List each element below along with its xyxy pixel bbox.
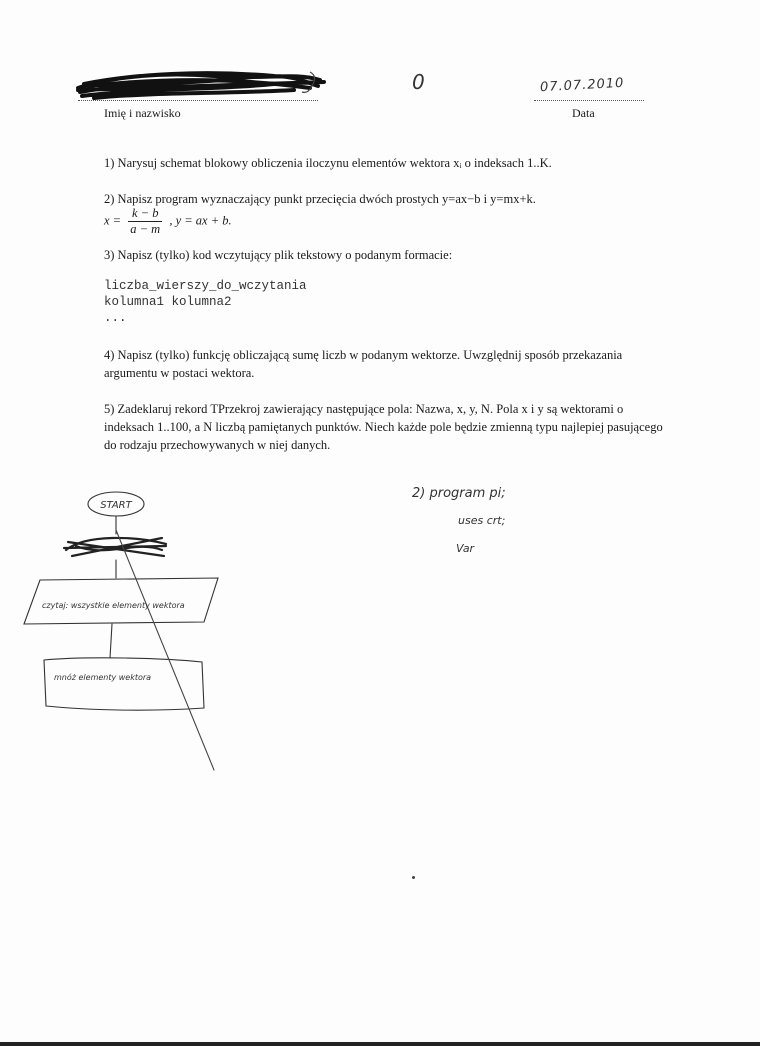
program-note-line1: 2) program pi;	[412, 486, 506, 501]
task-3: 3) Napisz (tylko) kod wczytujący plik tekstowy o podanym formacie:	[104, 248, 453, 262]
strike-line	[116, 530, 214, 770]
read-text: czytaj: wszystkie elementy wektora	[42, 601, 185, 610]
task-4: 4) Napisz (tylko) funkcję obliczającą sumę liczb w podanym wektorze. Uwzględnij sposób przekazania argumentu w postaci wektora.	[104, 348, 623, 380]
grade-mark: 0	[412, 70, 425, 94]
formula-rhs: , y = ax + b.	[169, 213, 232, 228]
code-line: liczba_wierszy_do_wczytania	[104, 279, 307, 293]
multiply-text: mnóż elementy wektora	[54, 673, 152, 682]
stray-dot	[412, 876, 415, 879]
handwritten-flowchart	[16, 480, 256, 780]
date-dotted-line	[534, 100, 644, 101]
scan-bottom-edge	[0, 1042, 760, 1046]
name-dotted-line	[78, 100, 318, 101]
scribbled-block	[64, 538, 166, 556]
date-label: Data	[572, 106, 595, 120]
start-text: START	[100, 500, 132, 511]
name-label: Imię i nazwisko	[104, 106, 181, 120]
task-1: 1) Narysuj schemat blokowy obliczenia iloczynu elementów wektora xᵢ o indeksach 1..K.	[104, 156, 552, 170]
code-line: ...	[104, 311, 127, 325]
program-note-line3: Var	[456, 542, 475, 555]
intersection-formula	[104, 206, 232, 237]
task-2: 2) Napisz program wyznaczający punkt przecięcia dwóch prostych y=ax−b i y=mx+k.	[104, 192, 536, 206]
formula-lhs: x =	[104, 213, 122, 228]
formula-numerator: k − b	[128, 206, 162, 222]
program-note-line2: uses crt;	[458, 514, 506, 527]
formula-denominator: a − m	[130, 222, 161, 236]
multiply-block	[44, 658, 204, 710]
task-5: 5) Zadeklaruj rekord TPrzekroj zawierający następujące pola: Nazwa, x, y, N. Pola x i y są wektorami o indeksach 1..100, a N liczbą pamiętanych punktów. Niech każde pole będzie zmienną typu najlepiej pasującego do rodzaju przechowywanych w niej danych.	[104, 402, 663, 452]
code-line: kolumna1 kolumna2	[104, 295, 232, 309]
formula-fraction	[128, 206, 162, 237]
file-format-code	[104, 278, 307, 326]
date-value: 07.07.2010	[539, 75, 625, 96]
